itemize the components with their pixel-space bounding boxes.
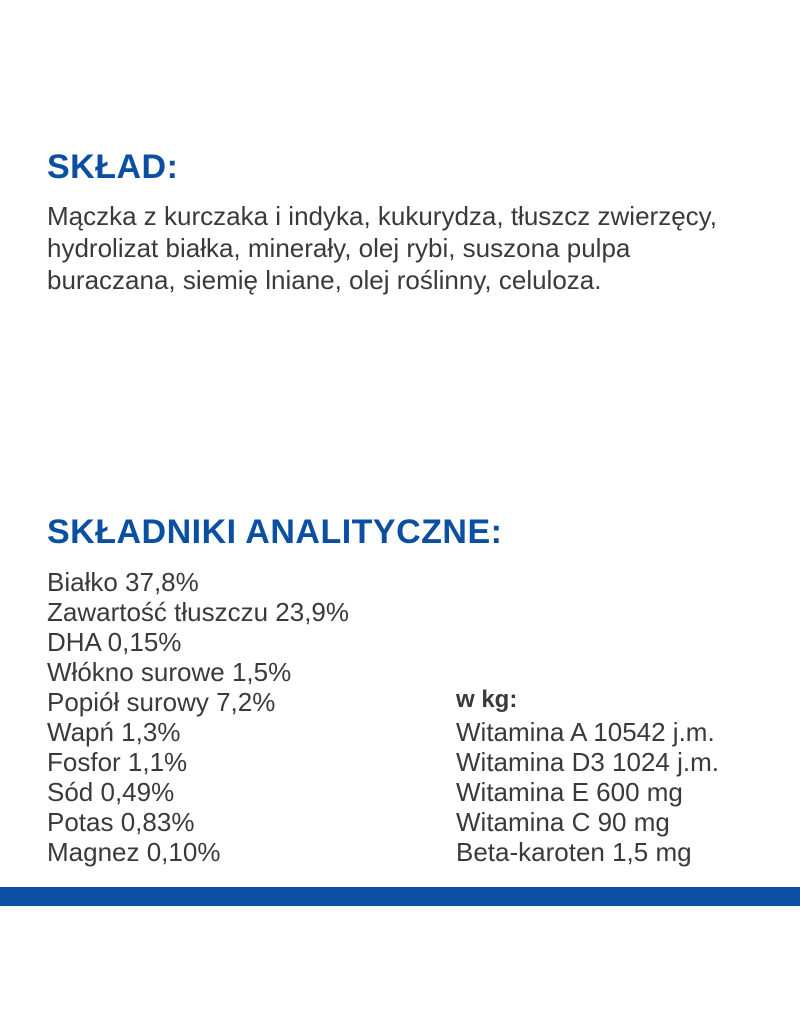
list-item: Witamina A 10542 j.m. (456, 717, 715, 747)
list-item: Włókno surowe 1,5% (47, 657, 292, 687)
list-item: Zawartość tłuszczu 23,9% (47, 597, 350, 627)
composition-heading: SKŁAD: (47, 148, 179, 186)
list-item: Białko 37,8% (47, 567, 199, 597)
analytical-list (47, 567, 349, 867)
vitamins-heading: w kg: (456, 686, 518, 713)
analytical-heading: SKŁADNIKI ANALITYCZNE: (47, 513, 503, 551)
composition-text: Mączka z kurczaka i indyka, kukurydza, tłuszcz zwierzęcy, hydrolizat białka, minerały, olej rybi, suszona pulpa buraczana, siemię lniane, olej roślinny, celuloza. (47, 201, 717, 295)
list-item: Beta-karoten 1,5 mg (456, 837, 692, 867)
list-item: DHA 0,15% (47, 627, 182, 657)
list-item: Sód 0,49% (47, 777, 175, 807)
list-item: Witamina E 600 mg (456, 777, 683, 807)
list-item: Fosfor 1,1% (47, 747, 188, 777)
list-item: Popiół surowy 7,2% (47, 687, 276, 717)
list-item: Potas 0,83% (47, 807, 195, 837)
bottom-divider-bar (0, 887, 800, 906)
list-item: Wapń 1,3% (47, 717, 181, 747)
list-item: Magnez 0,10% (47, 837, 221, 867)
vitamins-list (456, 717, 719, 867)
list-item: Witamina D3 1024 j.m. (456, 747, 719, 777)
list-item: Witamina C 90 mg (456, 807, 670, 837)
